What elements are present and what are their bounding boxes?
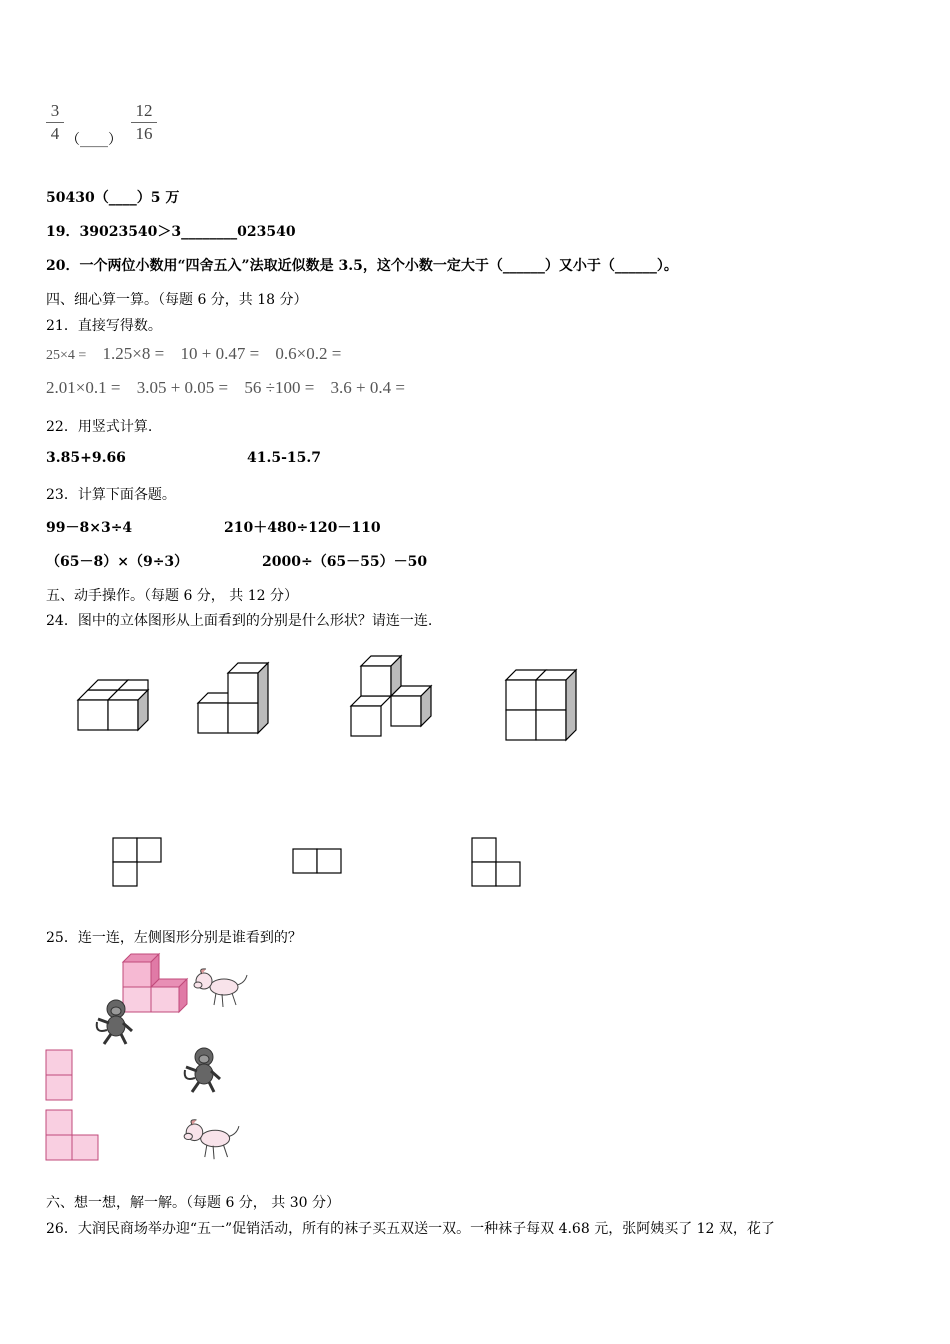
dog-icon bbox=[190, 965, 250, 1010]
section-6-title: 六、想一想，解一解。（每题 6 分， 共 30 分） bbox=[46, 1195, 340, 1211]
question-26: 26．大润民商场举办迎“五一”促销活动，所有的袜子买五双送一双。一种袜子每双 4.68 元，张阿姨买了 12 双，花了 bbox=[46, 1221, 775, 1237]
top-view-shape-2[interactable] bbox=[290, 846, 345, 876]
fraction-denominator: 4 bbox=[50, 124, 60, 143]
pink-view-shape-1[interactable] bbox=[44, 1048, 76, 1104]
top-view-shape-3[interactable] bbox=[469, 835, 524, 890]
calc-item-a: 99－8×3÷4 bbox=[46, 520, 133, 536]
math-item: 25×4 = bbox=[46, 348, 87, 363]
fraction-12-16 bbox=[131, 101, 157, 144]
mental-math-row-1 bbox=[46, 344, 353, 364]
fraction-denominator: 16 bbox=[135, 124, 153, 143]
math-item: 3.05 + 0.05 = bbox=[136, 378, 229, 397]
question-25-title: 25．连一连，左侧图形分别是谁看到的？ bbox=[46, 930, 302, 946]
cube-figure-1[interactable] bbox=[70, 670, 160, 740]
math-item: 0.6×0.2 = bbox=[275, 344, 342, 363]
dog-icon bbox=[180, 1115, 242, 1163]
pink-view-shape-2[interactable] bbox=[44, 1108, 102, 1164]
fraction-3-4 bbox=[46, 101, 64, 144]
question-24-title: 24．图中的立体图形从上面看到的分别是什么形状？请连一连. bbox=[46, 613, 433, 629]
mental-math-row-2 bbox=[46, 378, 417, 398]
math-item: 3.6 + 0.4 = bbox=[330, 378, 405, 397]
calc-item-c: （65－8）×（9÷3） bbox=[46, 554, 189, 570]
math-item: 2.01×0.1 = bbox=[46, 378, 121, 397]
monkey-icon bbox=[92, 997, 140, 1047]
vertical-calc-b: 41.5-15.7 bbox=[247, 450, 322, 466]
compare-blank[interactable]: （____） bbox=[66, 132, 122, 148]
question-20: 20．一个两位小数用“四舍五入”法取近似数是 3.5，这个小数一定大于（______）又小于（______）。 bbox=[46, 258, 678, 274]
fraction-numerator: 12 bbox=[135, 101, 153, 120]
vertical-calc-a: 3.85+9.66 bbox=[46, 450, 126, 466]
question-23-title: 23．计算下面各题。 bbox=[46, 487, 176, 503]
q18-compare-line: 50430（____）5 万 bbox=[46, 190, 180, 206]
cube-figure-3[interactable] bbox=[343, 648, 438, 743]
fraction-numerator: 3 bbox=[50, 101, 60, 120]
math-item: 56 ÷100 = bbox=[244, 378, 315, 397]
math-item: 10 + 0.47 = bbox=[180, 344, 260, 363]
section-4-title: 四、细心算一算。（每题 6 分，共 18 分） bbox=[46, 292, 308, 308]
top-view-shape-1[interactable] bbox=[110, 835, 165, 890]
question-21-title: 21．直接写得数。 bbox=[46, 318, 162, 334]
cube-figure-4[interactable] bbox=[498, 665, 588, 750]
section-5-title: 五、动手操作。（每题 6 分， 共 12 分） bbox=[46, 588, 298, 604]
cube-figure-2[interactable] bbox=[190, 655, 280, 740]
question-19: 19．39023540＞3________023540 bbox=[46, 224, 296, 240]
question-22-title: 22．用竖式计算. bbox=[46, 419, 153, 435]
calc-item-d: 2000÷（65－55）－50 bbox=[262, 554, 428, 570]
math-item: 1.25×8 = bbox=[102, 344, 165, 363]
monkey-icon bbox=[180, 1045, 228, 1095]
calc-item-b: 210＋480÷120－110 bbox=[224, 520, 381, 536]
